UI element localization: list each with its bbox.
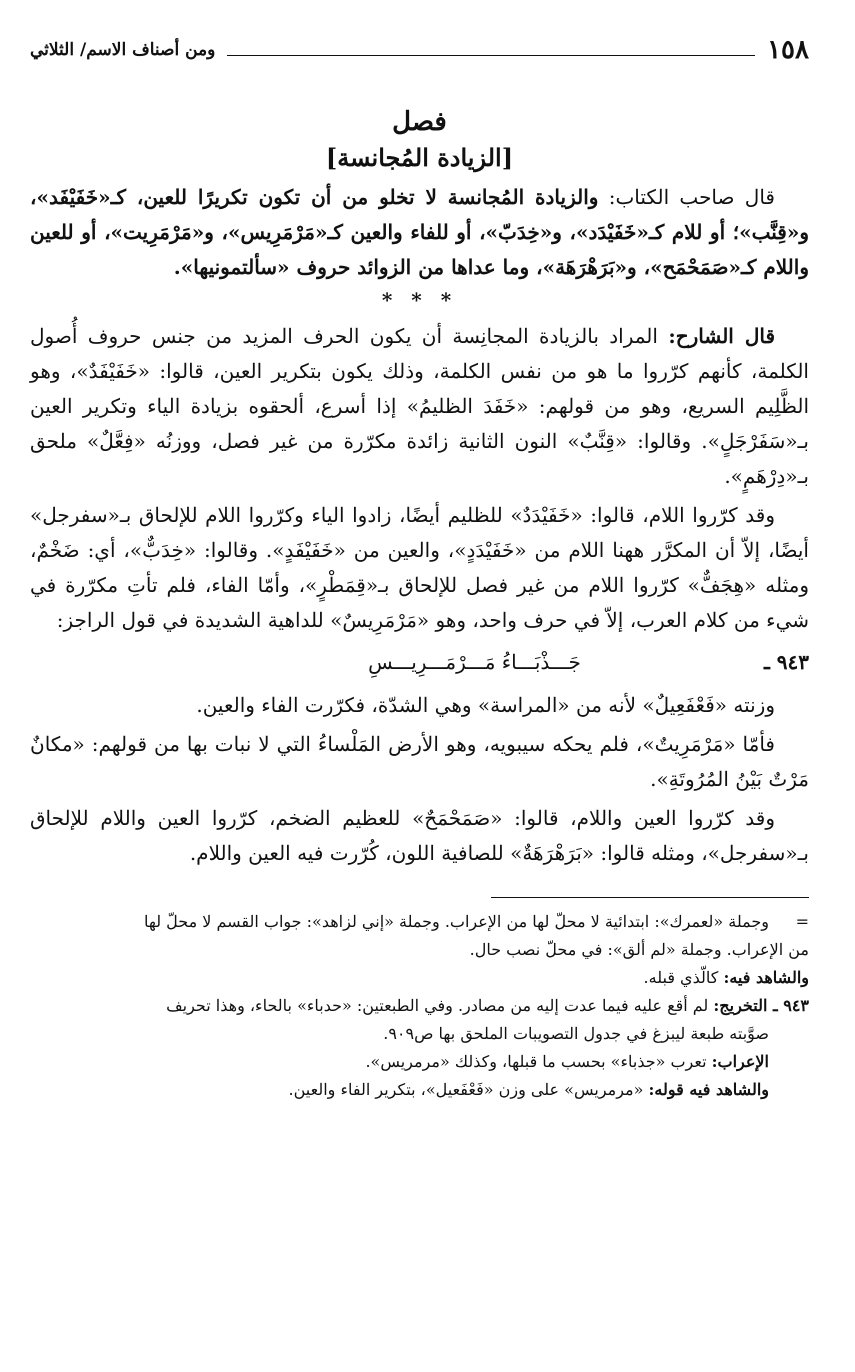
footnote-shahid [30, 964, 809, 992]
header-rule [227, 55, 755, 56]
footnote-943-text: لم أقع عليه فيما عدت إليه من مصادر. وفي الطبعتين: «حدباء» بالحاء، وهذا تحريف [166, 996, 709, 1015]
sharh-text-1: المراد بالزيادة المجانِسة أن يكون الحرف المزيد من جنس حروف أُصول الكلمة، كأنهم كرّروا ما هو من نفس الكلمة، وذلك يكون بتكرير العين، قالوا: «خَفَيْفَدٌ»، وهو الظَّلِيم السريع، وهو من قولهم: «خَفَدَ الظليمُ» إذا أسرع، ألحقوه بزيادة الياء وتكرير العين بـ«سَفَرْجَلٍ». وقالوا: «قِنَّبٌ» النون الثانية زائدة مكرّرة من غير فصل، ووزنُه «فِعَّلٌ» ملحق بـ«دِرْهَمٍ». [30, 324, 809, 488]
footnote-943-lead: ٩٤٣ ـ التخريج: [713, 996, 809, 1015]
footnote-irab [30, 1048, 809, 1076]
separator-stars: * * * [381, 288, 458, 312]
footnote-irab-text: تعرب «جذباء» بحسب ما قبلها، وكذلك «مرمريس». [365, 1052, 707, 1071]
verse-text: جَـــذْبَـــاءُ مَـــرْمَـــرِيـــسِ [368, 650, 581, 674]
footnote-rule [491, 897, 809, 898]
sharh-paragraph-2: وقد كرّروا اللام، قالوا: «خَفَيْدَدٌ» للظليم أيضًا، زادوا الياء وكرّروا اللام للإلحاق بـ«سفرجل» أيضًا، إلاّ أن المكرَّر ههنا اللام من «خَفَيْدَدٍ»، والعين من «خَفَيْفَدٍ». وقالوا: «خِدَبٌّ»، أي: ضَخْمٌ، ومثله «هِجَفٌّ» كرّروا اللام من غير فصل للإلحاق بـ«قِمَطْرٍ»، وأمّا الفاء، فلم تأتِ مكرّرة في شيء من كلام العرب، إلاّ في حرف واحد، وهو «مَرْمَرِيسٌ» للداهية الشديدة في قول الراجز: [30, 503, 809, 632]
footnote-shahid-2-text: «مرمريس» على وزن «فَعْفَعيل»، بتكرير الفاء والعين. [288, 1080, 644, 1099]
footnote-shahid-lead: والشاهد فيه: [723, 968, 809, 987]
sharh-paragraph-3: وزنته «فَعْفَعِيلٌ» لأنه من «المراسة» وهي الشدّة، فكرّرت الفاء والعين. [196, 693, 775, 717]
page-number: ١٥٨ [767, 35, 809, 65]
sharh-paragraph-5: وقد كرّروا العين واللام، قالوا: «صَمَحْمَحٌ» للعظيم الضخم، كرّروا العين واللام للإلحاق بـ«سفرجل»، ومثله قالوا: «بَرَهْرَهَةٌ» للصافية اللون، كُرّرت فيه العين واللام. [30, 806, 809, 865]
sharh-paragraph-4: فأمّا «مَرْمَرِيتٌ»، فلم يحكه سيبويه، وهو الأرض المَلْساءُ التي لا نبات بها من قولهم: «مكانٌ مَرْتٌ بَيْنُ المُرُوتَةِ». [30, 732, 809, 791]
section-subtitle: [الزيادة المُجانسة] [325, 143, 514, 172]
matn-text: والزيادة المُجانسة لا تخلو من أن تكون تكريرًا للعين، كـ«خَفَيْفَد»، و«قِنَّب»؛ أو للام كـ«خَفَيْدَد»، و«خِدَبّ»، أو للفاء والعين كـ«مَرْمَرِيس»، و«مَرْمَرِيت»، أو للعين واللام كـ«صَمَحْمَح»، و«بَرَهْرَهَة»، وما عداها من الزوائد حروف «سألتمونيها». [30, 185, 809, 279]
footnote-shahid-2 [30, 1076, 809, 1104]
footnote-shahid-text: كالّذي قبله. [643, 968, 719, 987]
footnote-943 [30, 992, 809, 1020]
verse-line [30, 650, 809, 674]
footnotes [30, 908, 809, 1104]
page-header [30, 35, 809, 65]
verse-number: ٩٤٣ ـ [763, 650, 809, 674]
running-title: ومن أصناف الاسم/ الثلاثي [30, 40, 216, 60]
matn-lead: قال صاحب الكتاب: [608, 185, 775, 209]
footnote-shahid-2-lead: والشاهد فيه قوله: [648, 1080, 769, 1099]
section-title: فصل [392, 107, 447, 137]
footnote-continuation-2: من الإعراب. وجملة «لم ألق»: في محلّ نصب حال. [469, 940, 809, 959]
sharh-paragraph-1 [30, 319, 809, 494]
sharh-lead: قال الشارح: [668, 324, 776, 348]
footnote-943-continuation: صوَّبته طبعة ليبزغ في جدول التصويبات الملحق بها ص٩٠٩. [383, 1024, 769, 1043]
footnote-continuation-1: = وجملة «لعمرك»: ابتدائية لا محلّ لها من الإعراب. وجملة «إني لزاهد»: جواب القسم لا محلّ لها [30, 908, 809, 936]
footnote-irab-lead: الإعراب: [711, 1052, 769, 1071]
matn-paragraph [30, 180, 809, 285]
